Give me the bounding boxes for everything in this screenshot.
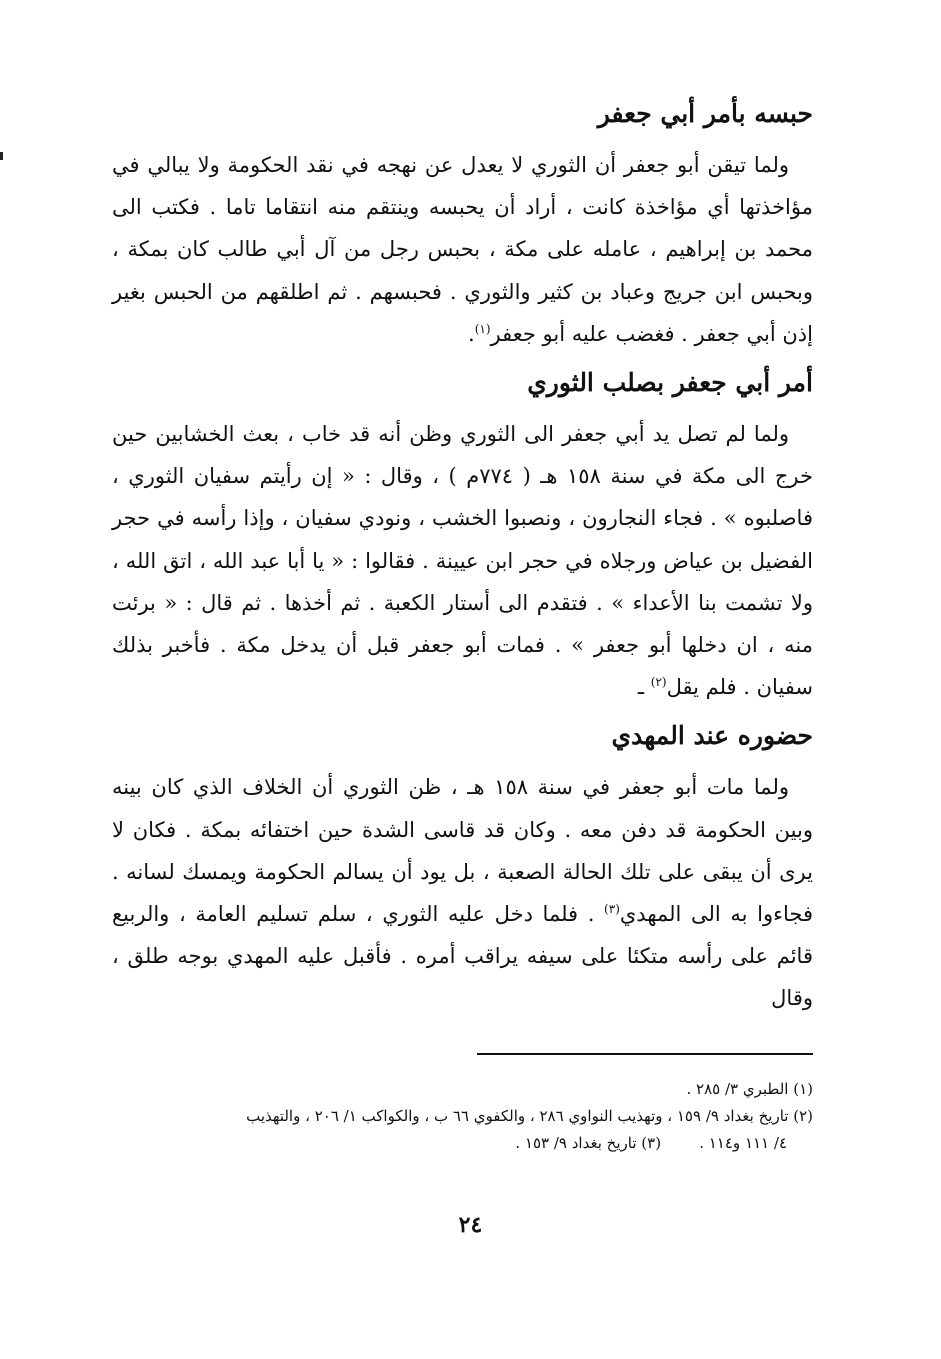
footnote-2: (٢) تاريخ بغداد ٩/ ١٥٩ ، وتهذيب النواوي ٢٨٦ ، والكفوي ٦٦ ب ، والكواكب ١/ ٢٠٦ ، والتهذيب	[246, 1107, 813, 1125]
page-number: ٢٤	[458, 1212, 483, 1238]
footnote-1: (١) الطبري ٣/ ٢٨٥ .	[686, 1080, 813, 1098]
footnote-2-and-3-line	[112, 1130, 813, 1157]
footnote-2-continued: ٤/ ١١١ و١١٤ .	[699, 1134, 787, 1152]
paragraph-text: ولما لم تصل يد أبي جعفر الى الثوري وظن أنه قد خاب ، بعث الخشابين حين خرج الى مكة في سنة ١٥٨ هـ ( ٧٧٤م ) ، وقال : « إن رأيتم سفيان الثوري ، فاصلبوه » . فجاء النجارون ، ونصبوا الخشب ، ونودي سفيان ، وإذا رأسه في حجر الفضيل بن عياض ورجلاه في حجر ابن عيينة . فقالوا : « يا أبا عبد الله ، اتق الله ، ولا تشمت بنا الأعداء » . فتقدم الى أستار الكعبة . ثم أخذها . ثم قال : « برئت منه ، ان دخلها أبو جعفر » . فمات أبو جعفر قبل أن يدخل مكة . فأخبر بذلك سفيان . فلم يقل	[112, 422, 814, 700]
paragraph-end: ـ	[637, 675, 651, 700]
footnote-ref-3[interactable]: (٣)	[604, 902, 620, 917]
footnote-divider	[477, 1053, 813, 1055]
paragraph-end: .	[468, 321, 475, 346]
paragraph-crucifixion-order	[112, 413, 813, 708]
footnote-ref-1[interactable]: (١)	[474, 321, 491, 336]
section-heading-imprisonment: حبسه بأمر أبي جعفر	[597, 99, 813, 128]
footnotes	[112, 1076, 813, 1157]
section-heading-mahdi: حضوره عند المهدي	[611, 721, 813, 751]
page-body	[112, 92, 813, 1026]
paragraph-imprisonment	[112, 144, 813, 355]
paragraph-text: ولما تيقن أبو جعفر أن الثوري لا يعدل عن نهجه في نقد الحكومة ولا يبالي في مؤاخذتها أي مؤاخذة كانت ، أراد أن يحبسه وينتقم منه انتقاما تاما . فكتب الى محمد بن إبراهيم ، عامله على مكة ، بحبس رجل من آل أبي طالب كان بمكة ، وبحبس ابن جريج وعباد بن كثير والثوري . فحبسهم . ثم اطلقهم من الحبس بغير إذن أبي جعفر . فغضب عليه أبو جعفر	[112, 153, 813, 346]
footnote-3: (٣) تاريخ بغداد ٩/ ١٥٣ .	[515, 1134, 662, 1152]
footnote-ref-2[interactable]: (٢)	[650, 675, 667, 690]
section-heading-crucifixion-order: أمر أبي جعفر بصلب الثوري	[527, 368, 813, 398]
scan-margin-mark	[0, 152, 3, 160]
paragraph-mahdi	[112, 766, 813, 1019]
paragraph-text: ولما مات أبو جعفر في سنة ١٥٨ هـ ، ظن الثوري أن الخلاف الذي كان بينه وبين الحكومة قد دفن معه . وكان قد قاسى الشدة حين اختفائه بمكة . فكان لا يرى أن يبقى على تلك الحالة الصعبة ، بل يود أن يسالم الحكومة ويمسك لسانه . فجاءوا به الى المهدي	[112, 775, 813, 927]
paragraph-text-continued: . فلما دخل عليه الثوري ، سلم تسليم العامة ، والربيع قائم على رأسه متكئا على سيفه يراقب أمره . فأقبل عليه المهدي بوجه طلق ، وقال	[112, 902, 813, 1011]
